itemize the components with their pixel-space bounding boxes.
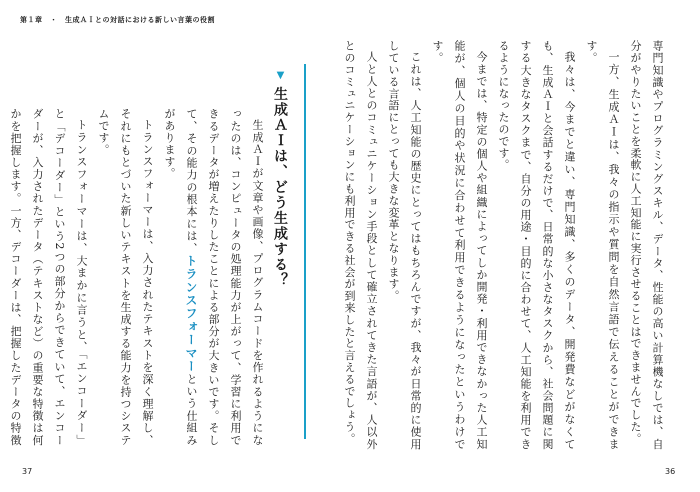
right-paragraph-6: 人と人とのコミュニケーション手段として確立されてきた言語が、人以外とのコミュニケーションにも利用できる社会が到来したと言えるでしょう。: [343, 40, 378, 450]
right-page-body: [343, 40, 668, 450]
section-heading: [270, 70, 290, 288]
triangle-down-icon: ▼: [275, 70, 286, 83]
right-paragraph-2: 一方、生成ＡＩは、我々の指示や質問を自然言語で伝えることができます。: [585, 40, 620, 450]
right-paragraph-1: 専門知識やプログラミングスキル、データ、性能の高い計算機なしでは、自分がやりたいことを柔軟に人工知能に実行させることはできませんでした。: [629, 40, 664, 450]
transformer-highlight: トランスフォーマー: [184, 254, 198, 374]
left-page-body: [9, 108, 268, 446]
left-paragraph-3: トランスフォーマーは、大まかに言うと、「エンコーダー」と「デコーダー」という2つの部分からできていて、エンコーダーが、入力されたデータ（テキストなど）の重要な特徴は何かを把握します。一方、デコーダーは、把握したデータの特徴: [9, 108, 88, 446]
left-page-number: 37: [22, 467, 33, 476]
section-heading-box: [262, 64, 306, 439]
running-head: 第１章 ・ 生成ＡＩとの対話における新しい言葉の役割: [20, 16, 215, 24]
left-paragraph-1-after: という仕組みがあります。: [163, 108, 198, 446]
section-heading-text: 生成ＡＩは、どう生成する？: [272, 86, 288, 288]
right-page-number: 36: [665, 467, 676, 476]
left-paragraph-1: [158, 108, 268, 446]
right-paragraph-3: 我々は、今までと違い、専門知識、多くのデータ、開発費などがなくても、生成ＡＩと会話するだけで、日常的な小さなタスクから、社会問題に関する大きなタスクまで、自分の用途・目的に合わせて、人工知能を利用できるようになったのです。: [497, 40, 576, 450]
right-paragraph-4: 今までは、特定の個人や組織によってしか開発・利用できなかった人工知能が、個人の目的や状況に合わせて利用できるようになったというわけです。: [431, 40, 488, 450]
left-paragraph-1-before: 生成ＡＩが文章や画像、プログラムコードを作れるようになったのは、コンピュータの処理能力が上がって、学習に利用できるデータが増えたりしたことによる部分が大きいです。そして、その能力の根本には、: [185, 108, 264, 446]
right-paragraph-5: これは、人工知能の歴史にとってはもちろんですが、我々が日常的に使用している言語にとっても大きな変革となります。: [387, 40, 422, 450]
left-paragraph-2: トランスフォーマーは、入力されたテキストを深く理解し、それにもとづいた新しいテキストを生成する能力を持つシステムです。: [97, 108, 154, 446]
